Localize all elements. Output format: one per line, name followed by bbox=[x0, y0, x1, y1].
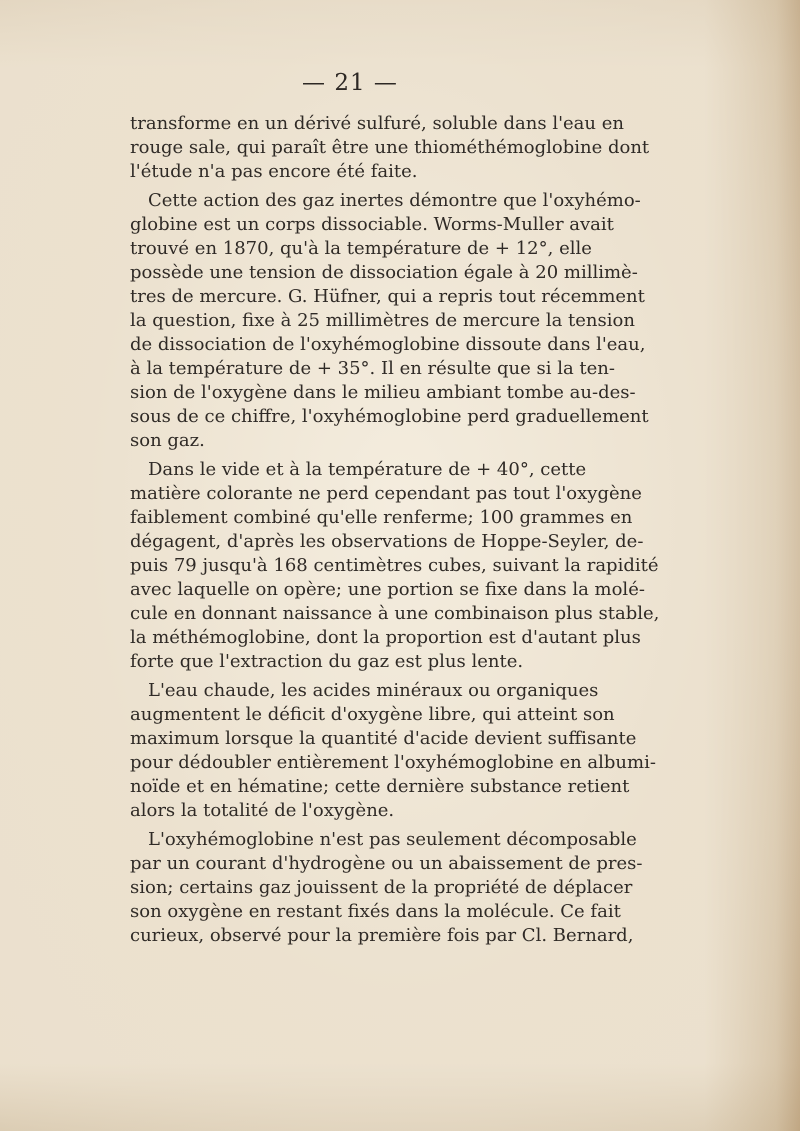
text-line: augmentent le déficit d'oxygène libre, qui atteint son bbox=[130, 704, 615, 725]
text-line: tres de mercure. G. Hüfner, qui a repris tout récemment bbox=[130, 286, 645, 307]
paragraph bbox=[130, 828, 643, 948]
text-line: sous de ce chiffre, l'oxyhémoglobine perd graduellement bbox=[130, 406, 649, 427]
text-line: Cette action des gaz inertes démontre que l'oxyhémo- bbox=[148, 190, 641, 211]
text-line: noïde et en hématine; cette dernière substance retient bbox=[130, 776, 630, 797]
text-line: à la température de + 35°. Il en résulte que si la ten- bbox=[130, 358, 615, 379]
text-line: globine est un corps dissociable. Worms-Muller avait bbox=[130, 214, 614, 235]
text-line: possède une tension de dissociation égale à 20 millimè- bbox=[130, 262, 638, 283]
page-number: — 21 — bbox=[302, 70, 398, 96]
paragraph bbox=[130, 458, 660, 674]
text-line: l'étude n'a pas encore été faite. bbox=[130, 161, 418, 182]
text-line: sion; certains gaz jouissent de la propriété de déplacer bbox=[130, 877, 633, 898]
text-line: L'eau chaude, les acides minéraux ou organiques bbox=[148, 680, 599, 701]
text-line: son oxygène en restant fixés dans la molécule. Ce fait bbox=[130, 901, 621, 922]
text-line: puis 79 jusqu'à 168 centimètres cubes, suivant la rapidité bbox=[130, 555, 659, 576]
text-line: cule en donnant naissance à une combinaison plus stable, bbox=[130, 603, 660, 624]
text-line: la question, fixe à 25 millimètres de mercure la tension bbox=[130, 310, 635, 331]
text-line: rouge sale, qui paraît être une thiométhémoglobine dont bbox=[130, 137, 650, 158]
text-line: faiblement combiné qu'elle renferme; 100 grammes en bbox=[130, 507, 633, 528]
text-line: avec laquelle on opère; une portion se fixe dans la molé- bbox=[130, 579, 645, 600]
text-line: la méthémoglobine, dont la proportion est d'autant plus bbox=[130, 627, 641, 648]
text-line: matière colorante ne perd cependant pas tout l'oxygène bbox=[130, 483, 642, 504]
text-line: trouvé en 1870, qu'à la température de + 12°, elle bbox=[130, 238, 592, 259]
text-line: forte que l'extraction du gaz est plus lente. bbox=[130, 651, 524, 672]
text-line: L'oxyhémoglobine n'est pas seulement décomposable bbox=[148, 829, 637, 850]
text-line: sion de l'oxygène dans le milieu ambiant tombe au-des- bbox=[130, 382, 636, 403]
paragraph bbox=[130, 112, 650, 184]
text-line: maximum lorsque la quantité d'acide devient suffisante bbox=[130, 728, 637, 749]
body-text bbox=[130, 112, 660, 953]
text-line: par un courant d'hydrogène ou un abaissement de pres- bbox=[130, 853, 643, 874]
text-line: son gaz. bbox=[130, 430, 205, 451]
paragraph bbox=[130, 679, 656, 823]
text-line: transforme en un dérivé sulfuré, soluble dans l'eau en bbox=[130, 113, 624, 134]
text-line: pour dédoubler entièrement l'oxyhémoglobine en albumi- bbox=[130, 752, 656, 773]
paragraph bbox=[130, 189, 649, 453]
text-line: Dans le vide et à la température de + 40°, cette bbox=[148, 459, 587, 480]
text-line: curieux, observé pour la première fois par Cl. Bernard, bbox=[130, 925, 634, 946]
text-line: dégagent, d'après les observations de Hoppe-Seyler, de- bbox=[130, 531, 644, 552]
text-line: de dissociation de l'oxyhémoglobine dissoute dans l'eau, bbox=[130, 334, 646, 355]
text-line: alors la totalité de l'oxygène. bbox=[130, 800, 395, 821]
